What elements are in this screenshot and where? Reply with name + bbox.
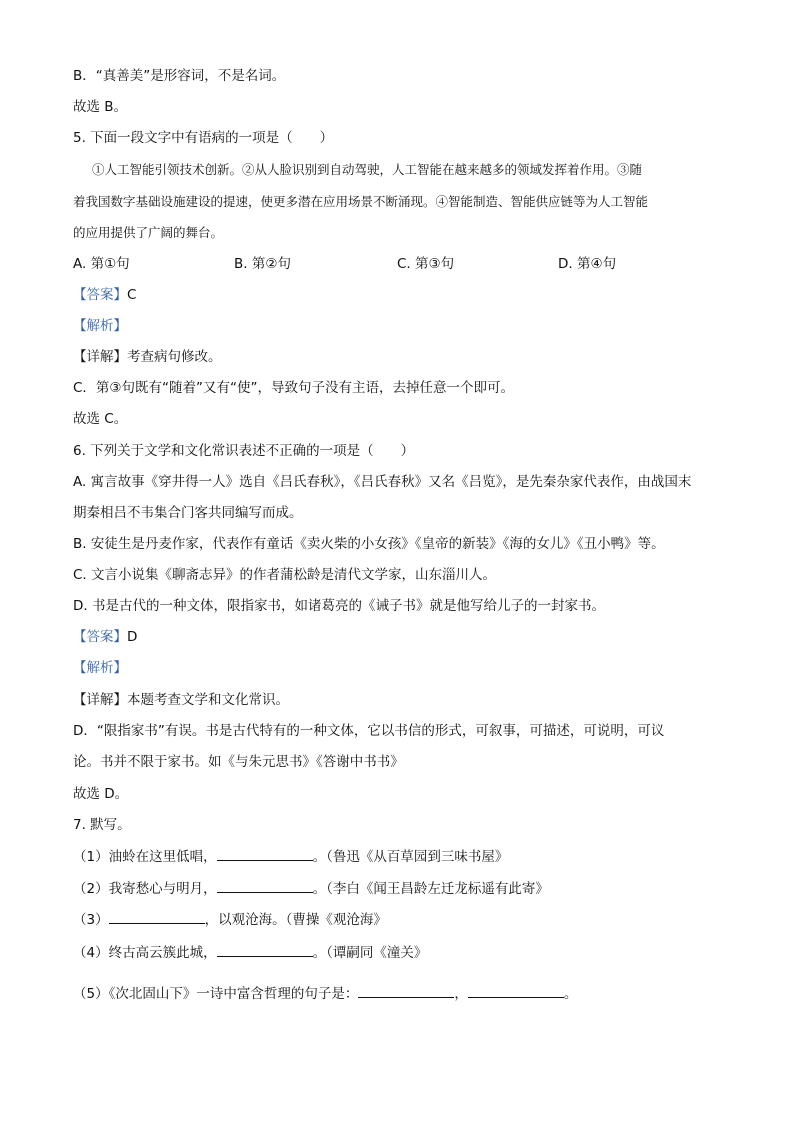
q7-item-prefix: （4）终古高云簇此城， <box>73 945 217 961</box>
q7-stem: 7. 默写。 <box>73 817 131 833</box>
q6-explanation-line2: 论。书并不限于家书。如《与朱元思书》《答谢中书书》 <box>73 754 404 770</box>
q7-item-suffix: 。（李白《闻王昌龄左迁龙标遥有此寄》 <box>312 881 549 897</box>
q7-item <box>73 909 387 930</box>
q6-detail <box>73 690 289 710</box>
q6-stem: 6. 下列关于文学和文化常识表述不正确的一项是（ ） <box>73 443 415 459</box>
q6-option-d: D. 书是古代的一种文体，限指家书，如诸葛亮的《诫子书》就是他写给儿子的一封家书。 <box>73 598 605 614</box>
answer-value: C <box>127 287 137 303</box>
q5-passage-line: 着我国数字基础设施建设的提速，使更多潜在应用场景不断涌现。④智能制造、智能供应链等为人工智能 <box>73 194 649 209</box>
q4-conclusion: 故选 B。 <box>73 99 128 115</box>
answer-blank[interactable] <box>217 846 313 861</box>
q7-item-suffix: 。（鲁迅《从百草园到三味书屋》 <box>312 849 509 865</box>
q6-explanation-line1: D．“限指家书”有误。书是古代特有的一种文体，它以书信的形式，可叙事，可描述，可说明，可议 <box>73 723 665 739</box>
answer-blank[interactable] <box>358 983 454 998</box>
detail-text: 考查病句修改。 <box>127 349 222 365</box>
answer-blank[interactable] <box>217 942 313 957</box>
q7-item-middle: ， <box>454 986 468 1002</box>
answer-value: D <box>127 629 138 645</box>
q7-item <box>73 983 577 1004</box>
q7-item-suffix: 。（谭嗣同《潼关》 <box>312 945 428 961</box>
q7-item-prefix: （1）油蛉在这里低唱， <box>73 849 217 865</box>
q7-item <box>73 846 508 867</box>
q6-option-a-line2: 期秦相吕不韦集合门客共同编写而成。 <box>73 505 303 521</box>
q7-item-prefix: （3） <box>73 912 109 928</box>
q7-item-suffix: ，以观沧海。（曹操《观沧海》 <box>204 912 387 928</box>
q7-item <box>73 942 427 963</box>
q5-conclusion: 故选 C。 <box>73 411 128 427</box>
q6-analysis-tag: 【解析】 <box>73 660 127 676</box>
q5-option-c: C. 第③句 <box>397 256 455 272</box>
q5-explanation: C．第③句既有“随着”又有“使”，导致句子没有主语，去掉任意一个即可。 <box>73 380 515 396</box>
q5-option-b: B. 第②句 <box>234 256 291 272</box>
q5-passage-line: 的应用提供了广阔的舞台。 <box>73 225 224 240</box>
detail-text: 本题考查文学和文化常识。 <box>127 692 289 708</box>
q6-option-a-line1: A. 寓言故事《穿井得一人》选自《吕氏春秋》，《吕氏春秋》又名《吕览》，是先秦杂家代表作，由战国末 <box>73 474 692 490</box>
q6-conclusion: 故选 D。 <box>73 786 129 802</box>
q4-analysis-b: B．“真善美”是形容词，不是名词。 <box>73 68 286 84</box>
detail-tag: 【详解】 <box>73 692 127 708</box>
answer-tag: 【答案】 <box>73 629 127 645</box>
q5-analysis-tag: 【解析】 <box>73 318 127 334</box>
q5-option-a: A. 第①句 <box>73 256 130 272</box>
q5-answer <box>73 285 136 305</box>
q7-item-prefix: （2）我寄愁心与明月， <box>73 881 217 897</box>
q6-option-c: C. 文言小说集《聊斋志异》的作者蒲松龄是清代文学家，山东淄川人。 <box>73 567 497 583</box>
q6-answer <box>73 627 137 647</box>
answer-blank[interactable] <box>468 983 564 998</box>
q7-item-suffix: 。 <box>563 986 578 1002</box>
answer-blank[interactable] <box>109 909 205 924</box>
q6-option-b: B. 安徒生是丹麦作家，代表作有童话《卖火柴的小女孩》《皇帝的新装》《海的女儿》《丑小鸭》等。 <box>73 536 665 552</box>
q7-item <box>73 878 549 899</box>
q5-stem: 5. 下面一段文字中有语病的一项是（ ） <box>73 130 334 146</box>
answer-blank[interactable] <box>217 878 313 893</box>
detail-tag: 【详解】 <box>73 349 127 365</box>
q7-item-prefix: （5）《次北固山下》一诗中富含哲理的句子是： <box>73 986 359 1002</box>
answer-tag: 【答案】 <box>73 287 127 303</box>
q5-option-d: D. 第④句 <box>558 256 617 272</box>
q5-detail <box>73 347 222 367</box>
q5-passage-line: ①人工智能引领技术创新。②从人脸识别到自动驾驶，人工智能在越来越多的领域发挥着作用。③随 <box>92 162 643 177</box>
